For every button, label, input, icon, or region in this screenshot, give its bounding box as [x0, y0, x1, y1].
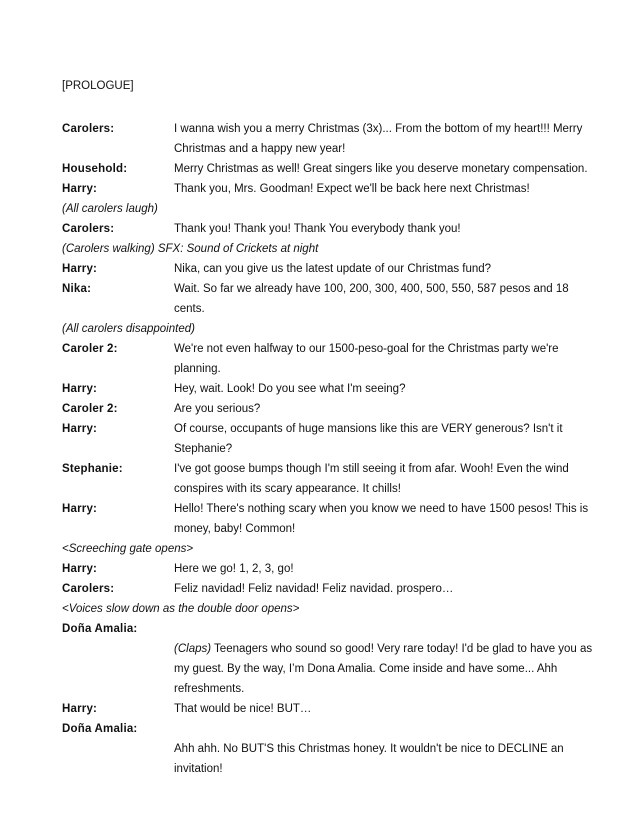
dialogue-row [62, 459, 602, 499]
stage-direction: (All carolers laugh) [62, 203, 158, 215]
speaker-name: Harry: [62, 563, 98, 575]
prologue-heading: [PROLOGUE] [62, 80, 134, 92]
speaker-name: Harry: [62, 263, 98, 275]
dialogue-line: I wanna wish you a merry Christmas (3x)... From the bottom of my heart!!! Merry Christmas and a happy new year! [174, 123, 583, 155]
dialogue-line: Hey, wait. Look! Do you see what I'm seeing? [174, 383, 406, 395]
speaker-name: Caroler 2: [62, 403, 118, 415]
dialogue-row [62, 339, 602, 379]
dialogue-line: Thank you, Mrs. Goodman! Expect we'll be back here next Christmas! [174, 183, 530, 195]
speaker-name: Harry: [62, 183, 98, 195]
dialogue-line: Of course, occupants of huge mansions like this are VERY generous? Isn't it Stephanie? [174, 423, 563, 455]
speaker-name: Carolers: [62, 123, 115, 135]
dialogue-line: Merry Christmas as well! Great singers like you deserve monetary compensation. [174, 163, 588, 175]
dialogue-line: Are you serious? [174, 403, 261, 415]
dialogue-row [62, 259, 602, 279]
dialogue-line: Here we go! 1, 2, 3, go! [174, 563, 294, 575]
speaker-name: Nika: [62, 283, 92, 295]
dialogue-row [62, 179, 602, 199]
dialogue-row [62, 119, 602, 159]
stage-direction: (Carolers walking) SFX: Sound of Crickets at night [62, 243, 319, 255]
stage-direction: (All carolers disappointed) [62, 323, 195, 335]
dialogue-line: Thank you! Thank you! Thank You everybody thank you! [174, 223, 461, 235]
speaker-name: Harry: [62, 703, 98, 715]
speaker-name: Household: [62, 163, 128, 175]
script-body [62, 119, 602, 779]
speaker-name: Harry: [62, 503, 98, 515]
speaker-name: Caroler 2: [62, 343, 118, 355]
dialogue-row [62, 499, 602, 539]
dialogue-row [62, 559, 602, 579]
speaker-name: Doña Amalia: [62, 623, 138, 635]
dialogue-row [62, 379, 602, 399]
dialogue-text: Ahh ahh. No BUT'S this Christmas honey. It wouldn't be nice to DECLINE an invitation! [174, 743, 567, 775]
stage-direction: <Screeching gate opens> [62, 543, 194, 555]
dialogue-row [62, 279, 602, 319]
inline-direction: (Claps) [174, 643, 212, 655]
speaker-name: Harry: [62, 423, 98, 435]
dialogue-line: We're not even halfway to our 1500-peso-goal for the Christmas party we're planning. [174, 343, 559, 375]
dialogue-row [62, 159, 602, 179]
dialogue-line: Wait. So far we already have 100, 200, 300, 400, 500, 550, 587 pesos and 18 cents. [174, 283, 569, 315]
dialogue-line: Hello! There's nothing scary when you know we need to have 1500 pesos! This is money, baby! Common! [174, 503, 589, 535]
dialogue-line: I've got goose bumps though I'm still seeing it from afar. Wooh! Even the wind conspires with its scary appearance. It chills! [174, 463, 569, 495]
dialogue-line: Feliz navidad! Feliz navidad! Feliz navidad. prospero… [174, 583, 454, 595]
speaker-name: Harry: [62, 383, 98, 395]
dialogue-row [62, 699, 602, 719]
dialogue-row [62, 219, 602, 239]
dialogue-line: Nika, can you give us the latest update of our Christmas fund? [174, 263, 492, 275]
dialogue-text: Teenagers who sound so good! Very rare today! I'd be glad to have you as my guest. By the way, I’m Dona Amalia. Come inside and have some... Ahh refreshments. [174, 643, 596, 695]
dialogue-row [62, 399, 602, 419]
dialogue-row [62, 579, 602, 599]
speaker-name: Stephanie: [62, 463, 123, 475]
dialogue-line [62, 739, 602, 779]
speaker-name: Doña Amalia: [62, 723, 138, 735]
speaker-name: Carolers: [62, 583, 115, 595]
dialogue-row [62, 419, 602, 459]
dialogue-line [62, 639, 602, 699]
speaker-name: Carolers: [62, 223, 115, 235]
stage-direction: <Voices slow down as the double door opens> [62, 603, 300, 615]
dialogue-line: That would be nice! BUT… [174, 703, 312, 715]
